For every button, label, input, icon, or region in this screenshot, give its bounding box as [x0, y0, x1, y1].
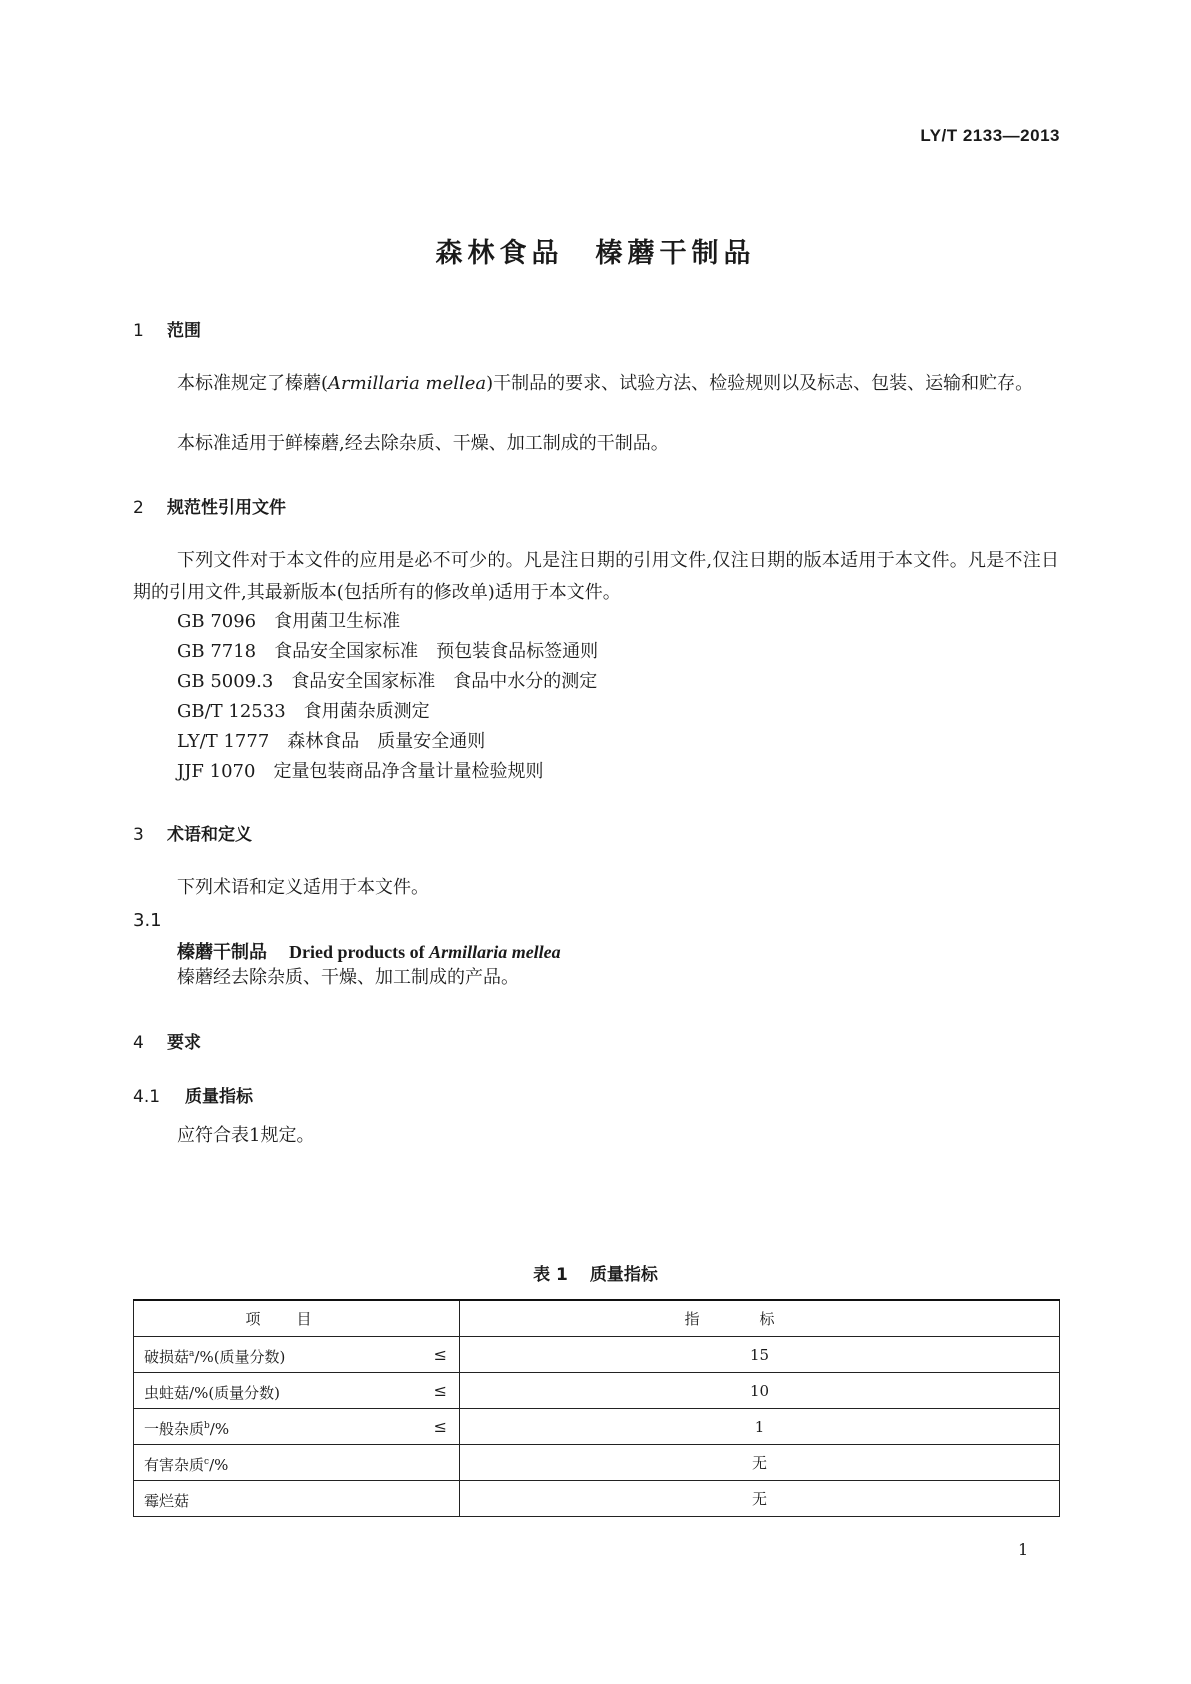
- section-title: 规范性引用文件: [167, 498, 286, 518]
- value-cell: 10: [460, 1373, 1060, 1409]
- value-cell: 无: [460, 1445, 1060, 1481]
- reference-item: [177, 726, 485, 758]
- standard-number: LY/T 2133—2013: [920, 126, 1060, 145]
- value-cell: 无: [460, 1481, 1060, 1517]
- item-cell: [134, 1409, 460, 1445]
- item-unit: /%(质量分数): [189, 1384, 281, 1402]
- text-run: )干制品的要求、试验方法、检验规则以及标志、包装、运输和贮存。: [486, 373, 1034, 394]
- table-row: [134, 1481, 1060, 1517]
- table-title: 质量指标: [589, 1265, 658, 1285]
- item-unit: /%: [209, 1456, 229, 1474]
- reference-code: LY/T 1777: [177, 731, 270, 752]
- term-heading: [177, 938, 561, 964]
- table-row: [134, 1445, 1060, 1481]
- section-title: 要求: [167, 1033, 201, 1053]
- reference-code: GB 7718: [177, 641, 257, 662]
- reference-title: 食用菌卫生标准: [274, 611, 401, 632]
- item-cell: [134, 1337, 460, 1373]
- section-title: 术语和定义: [167, 825, 252, 845]
- terms-intro: 下列术语和定义适用于本文件。: [177, 877, 429, 898]
- item-name: 破损菇: [144, 1348, 190, 1366]
- reference-title: 食品安全国家标准 预包装食品标签通则: [274, 641, 599, 662]
- reference-title: 食用菌杂质测定: [303, 701, 430, 722]
- item-name: 有害杂质: [144, 1456, 205, 1474]
- scope-paragraph-2: 本标准适用于鲜榛蘑,经去除杂质、干燥、加工制成的干制品。: [177, 433, 669, 454]
- section-number: 4: [133, 1033, 144, 1053]
- footnote-mark: c: [204, 1457, 210, 1467]
- document-title: 森林食品 榛蘑干制品: [435, 238, 756, 269]
- reference-item: [177, 606, 400, 638]
- section-2-heading: [133, 493, 286, 518]
- section-number: 3: [133, 825, 144, 845]
- reference-code: GB/T 12533: [177, 701, 286, 722]
- footnote-mark: a: [189, 1349, 195, 1359]
- column-header-value: 指标: [460, 1300, 1060, 1337]
- reference-code: JJF 1070: [177, 761, 256, 782]
- subsection-title: 质量指标: [185, 1087, 253, 1107]
- table-caption: [0, 1260, 1191, 1285]
- item-unit: /%: [209, 1420, 230, 1438]
- section-title: 范围: [167, 321, 201, 341]
- le-symbol: ≤: [433, 1345, 447, 1364]
- subsection-number: 4.1: [133, 1087, 161, 1107]
- reference-item: [177, 636, 598, 668]
- term-chinese: 榛蘑干制品: [177, 942, 267, 963]
- reference-item: [177, 666, 597, 698]
- normative-references-paragraph: 下列文件对于本文件的应用是必不可少的。凡是注日期的引用文件,仅注日期的版本适用于本文件。凡是不注日期的引用文件,其最新版本(包括所有的修改单)适用于本文件。: [133, 550, 1059, 603]
- table-row: [134, 1373, 1060, 1409]
- reference-code: GB 7096: [177, 611, 257, 632]
- term-english: [289, 942, 561, 962]
- section-4-heading: [133, 1028, 201, 1053]
- column-header-item: 项目: [134, 1300, 460, 1337]
- reference-code: GB 5009.3: [177, 671, 274, 692]
- le-symbol: ≤: [433, 1381, 447, 1400]
- item-cell: [134, 1481, 460, 1517]
- section-number: 1: [133, 321, 144, 341]
- item-cell: [134, 1445, 460, 1481]
- reference-item: [177, 696, 430, 728]
- section-3-heading: [133, 820, 252, 845]
- value-cell: 1: [460, 1409, 1060, 1445]
- item-name: 一般杂质: [144, 1420, 205, 1438]
- item-name: 虫蛀菇: [144, 1384, 190, 1402]
- value-cell: 15: [460, 1337, 1060, 1373]
- table-row: [134, 1409, 1060, 1445]
- term-definition: 榛蘑经去除杂质、干燥、加工制成的产品。: [177, 967, 519, 988]
- text-run: Dried products of: [289, 942, 430, 962]
- item-name: 霉烂菇: [144, 1492, 190, 1510]
- subsection-4-1-heading: [133, 1082, 253, 1107]
- latin-name: Armillaria mellea: [328, 373, 487, 394]
- table-label: 表 1: [533, 1265, 568, 1285]
- reference-title: 食品安全国家标准 食品中水分的测定: [291, 671, 598, 692]
- reference-title: 森林食品 质量安全通则: [287, 731, 486, 752]
- reference-title: 定量包装商品净含量计量检验规则: [273, 761, 544, 782]
- section-number: 2: [133, 498, 144, 518]
- section-1-heading: [133, 316, 201, 341]
- quality-index-table: [133, 1299, 1060, 1517]
- table-row: [134, 1337, 1060, 1373]
- latin-name: Armillaria mellea: [429, 942, 561, 962]
- item-unit: /%(质量分数): [194, 1348, 286, 1366]
- text-run: 本标准规定了榛蘑(: [177, 373, 329, 394]
- footnote-mark: b: [204, 1421, 210, 1431]
- le-symbol: ≤: [433, 1417, 447, 1436]
- scope-paragraph-1: [133, 368, 1059, 400]
- page-number: 1: [1018, 1540, 1029, 1559]
- reference-item: [177, 756, 543, 788]
- requirement-text: 应符合表1规定。: [177, 1125, 315, 1146]
- table-header-row: [134, 1300, 1060, 1337]
- item-cell: [134, 1373, 460, 1409]
- term-number: 3.1: [133, 910, 162, 931]
